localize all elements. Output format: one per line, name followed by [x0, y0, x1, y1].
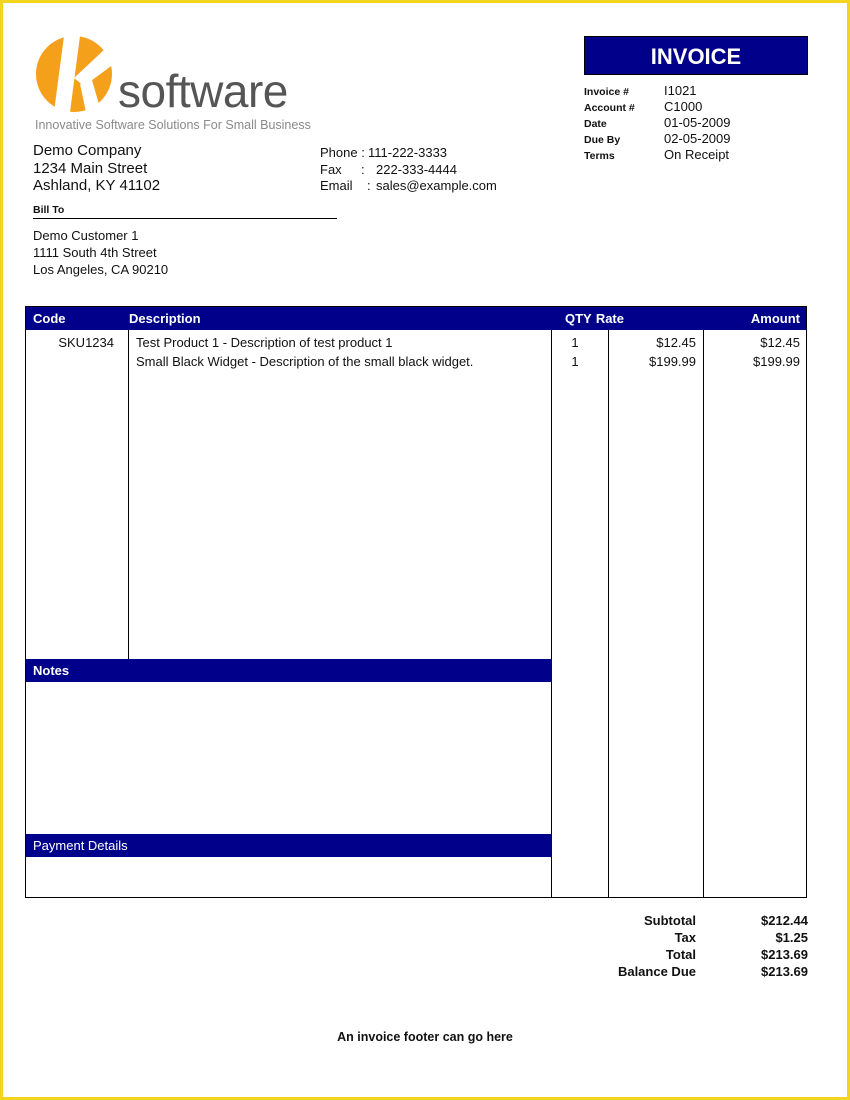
company-name: Demo Company: [33, 142, 142, 159]
subtotal-row: [580, 913, 808, 930]
header-qty: QTY: [565, 311, 592, 326]
tax-value: $1.25: [775, 930, 808, 945]
date-label: Date: [584, 118, 607, 130]
bill-to-address: [33, 227, 168, 278]
row-2-rate: $199.99: [649, 354, 696, 369]
terms-row: [584, 147, 731, 163]
payment-details-heading: Payment Details: [26, 834, 552, 857]
email-label: Email: [320, 178, 353, 193]
invoice-number-label: Invoice #: [584, 86, 629, 98]
column-divider: [608, 330, 609, 897]
phone-label: Phone :: [320, 145, 365, 160]
tax-row: [580, 930, 808, 947]
invoice-footer: An invoice footer can go here: [337, 1030, 513, 1044]
phone-row: [320, 145, 497, 162]
column-divider: [551, 330, 552, 897]
logo-k-icon: [34, 34, 118, 118]
row-1-rate: $12.45: [656, 335, 696, 350]
bill-to-city: Los Angeles, CA 90210: [33, 262, 169, 277]
balance-due-row: [580, 964, 808, 981]
row-1-code: SKU1234: [58, 335, 114, 350]
date-row: [584, 115, 731, 131]
total-label: Total: [665, 947, 696, 962]
invoice-meta: [584, 83, 731, 163]
invoice-number-row: [584, 83, 731, 99]
header-rate: Rate: [595, 311, 624, 326]
fax-value: 222-333-4444: [376, 161, 457, 177]
totals-block: [580, 913, 808, 981]
row-1-description: Test Product 1 - Description of test product 1: [136, 335, 393, 350]
due-by-row: [584, 131, 731, 147]
phone-value: 111-222-3333: [368, 145, 448, 160]
bill-to-heading: Bill To: [33, 204, 337, 219]
tax-label: Tax: [674, 930, 696, 945]
email-value[interactable]: sales@example.com: [376, 178, 497, 193]
row-2-amount: $199.99: [753, 354, 800, 369]
terms-label: Terms: [584, 150, 615, 162]
logo-tagline: Innovative Software Solutions For Small Business: [35, 118, 311, 132]
company-city: Ashland, KY 41102: [33, 177, 161, 194]
line-items-table: [25, 306, 807, 898]
total-value: $213.69: [761, 947, 808, 962]
fax-label: Fax: [320, 161, 342, 177]
terms-value: On Receipt: [664, 147, 730, 162]
fax-row: [320, 162, 497, 179]
logo-wordmark: software: [118, 65, 288, 117]
row-2-description: Small Black Widget - Description of the small black widget.: [136, 354, 474, 369]
total-row: [580, 947, 808, 964]
invoice-number-value: I1021: [664, 83, 697, 98]
balance-due-label: Balance Due: [617, 964, 696, 979]
account-number-row: [584, 99, 731, 115]
column-divider: [128, 330, 129, 659]
column-divider: [703, 330, 704, 897]
company-contact: [320, 145, 497, 195]
notes-heading: Notes: [26, 659, 552, 682]
account-number-value: C1000: [664, 99, 703, 114]
subtotal-label: Subtotal: [644, 913, 696, 928]
due-by-label: Due By: [584, 134, 621, 146]
subtotal-value: $212.44: [761, 913, 808, 928]
header-code: Code: [33, 311, 66, 326]
email-sep: :: [367, 178, 371, 193]
header-description: Description: [129, 311, 201, 326]
company-street: 1234 Main Street: [33, 159, 148, 177]
due-by-value: 02-05-2009: [664, 131, 731, 146]
bill-to-street: 1111 South 4th Street: [33, 245, 157, 260]
bill-to-name: Demo Customer 1: [33, 228, 139, 243]
balance-due-value: $213.69: [761, 964, 808, 979]
row-2-qty: 1: [571, 354, 579, 369]
invoice-title: INVOICE: [584, 36, 808, 75]
company-logo: [34, 34, 324, 134]
account-number-label: Account #: [584, 102, 635, 114]
row-1-qty: 1: [571, 335, 579, 350]
header-amount: Amount: [750, 311, 800, 326]
company-address: [33, 142, 160, 195]
table-header: [26, 307, 806, 330]
date-value: 01-05-2009: [664, 115, 731, 130]
fax-sep: :: [361, 161, 365, 177]
email-row: [320, 178, 497, 195]
row-1-amount: $12.45: [760, 335, 800, 350]
